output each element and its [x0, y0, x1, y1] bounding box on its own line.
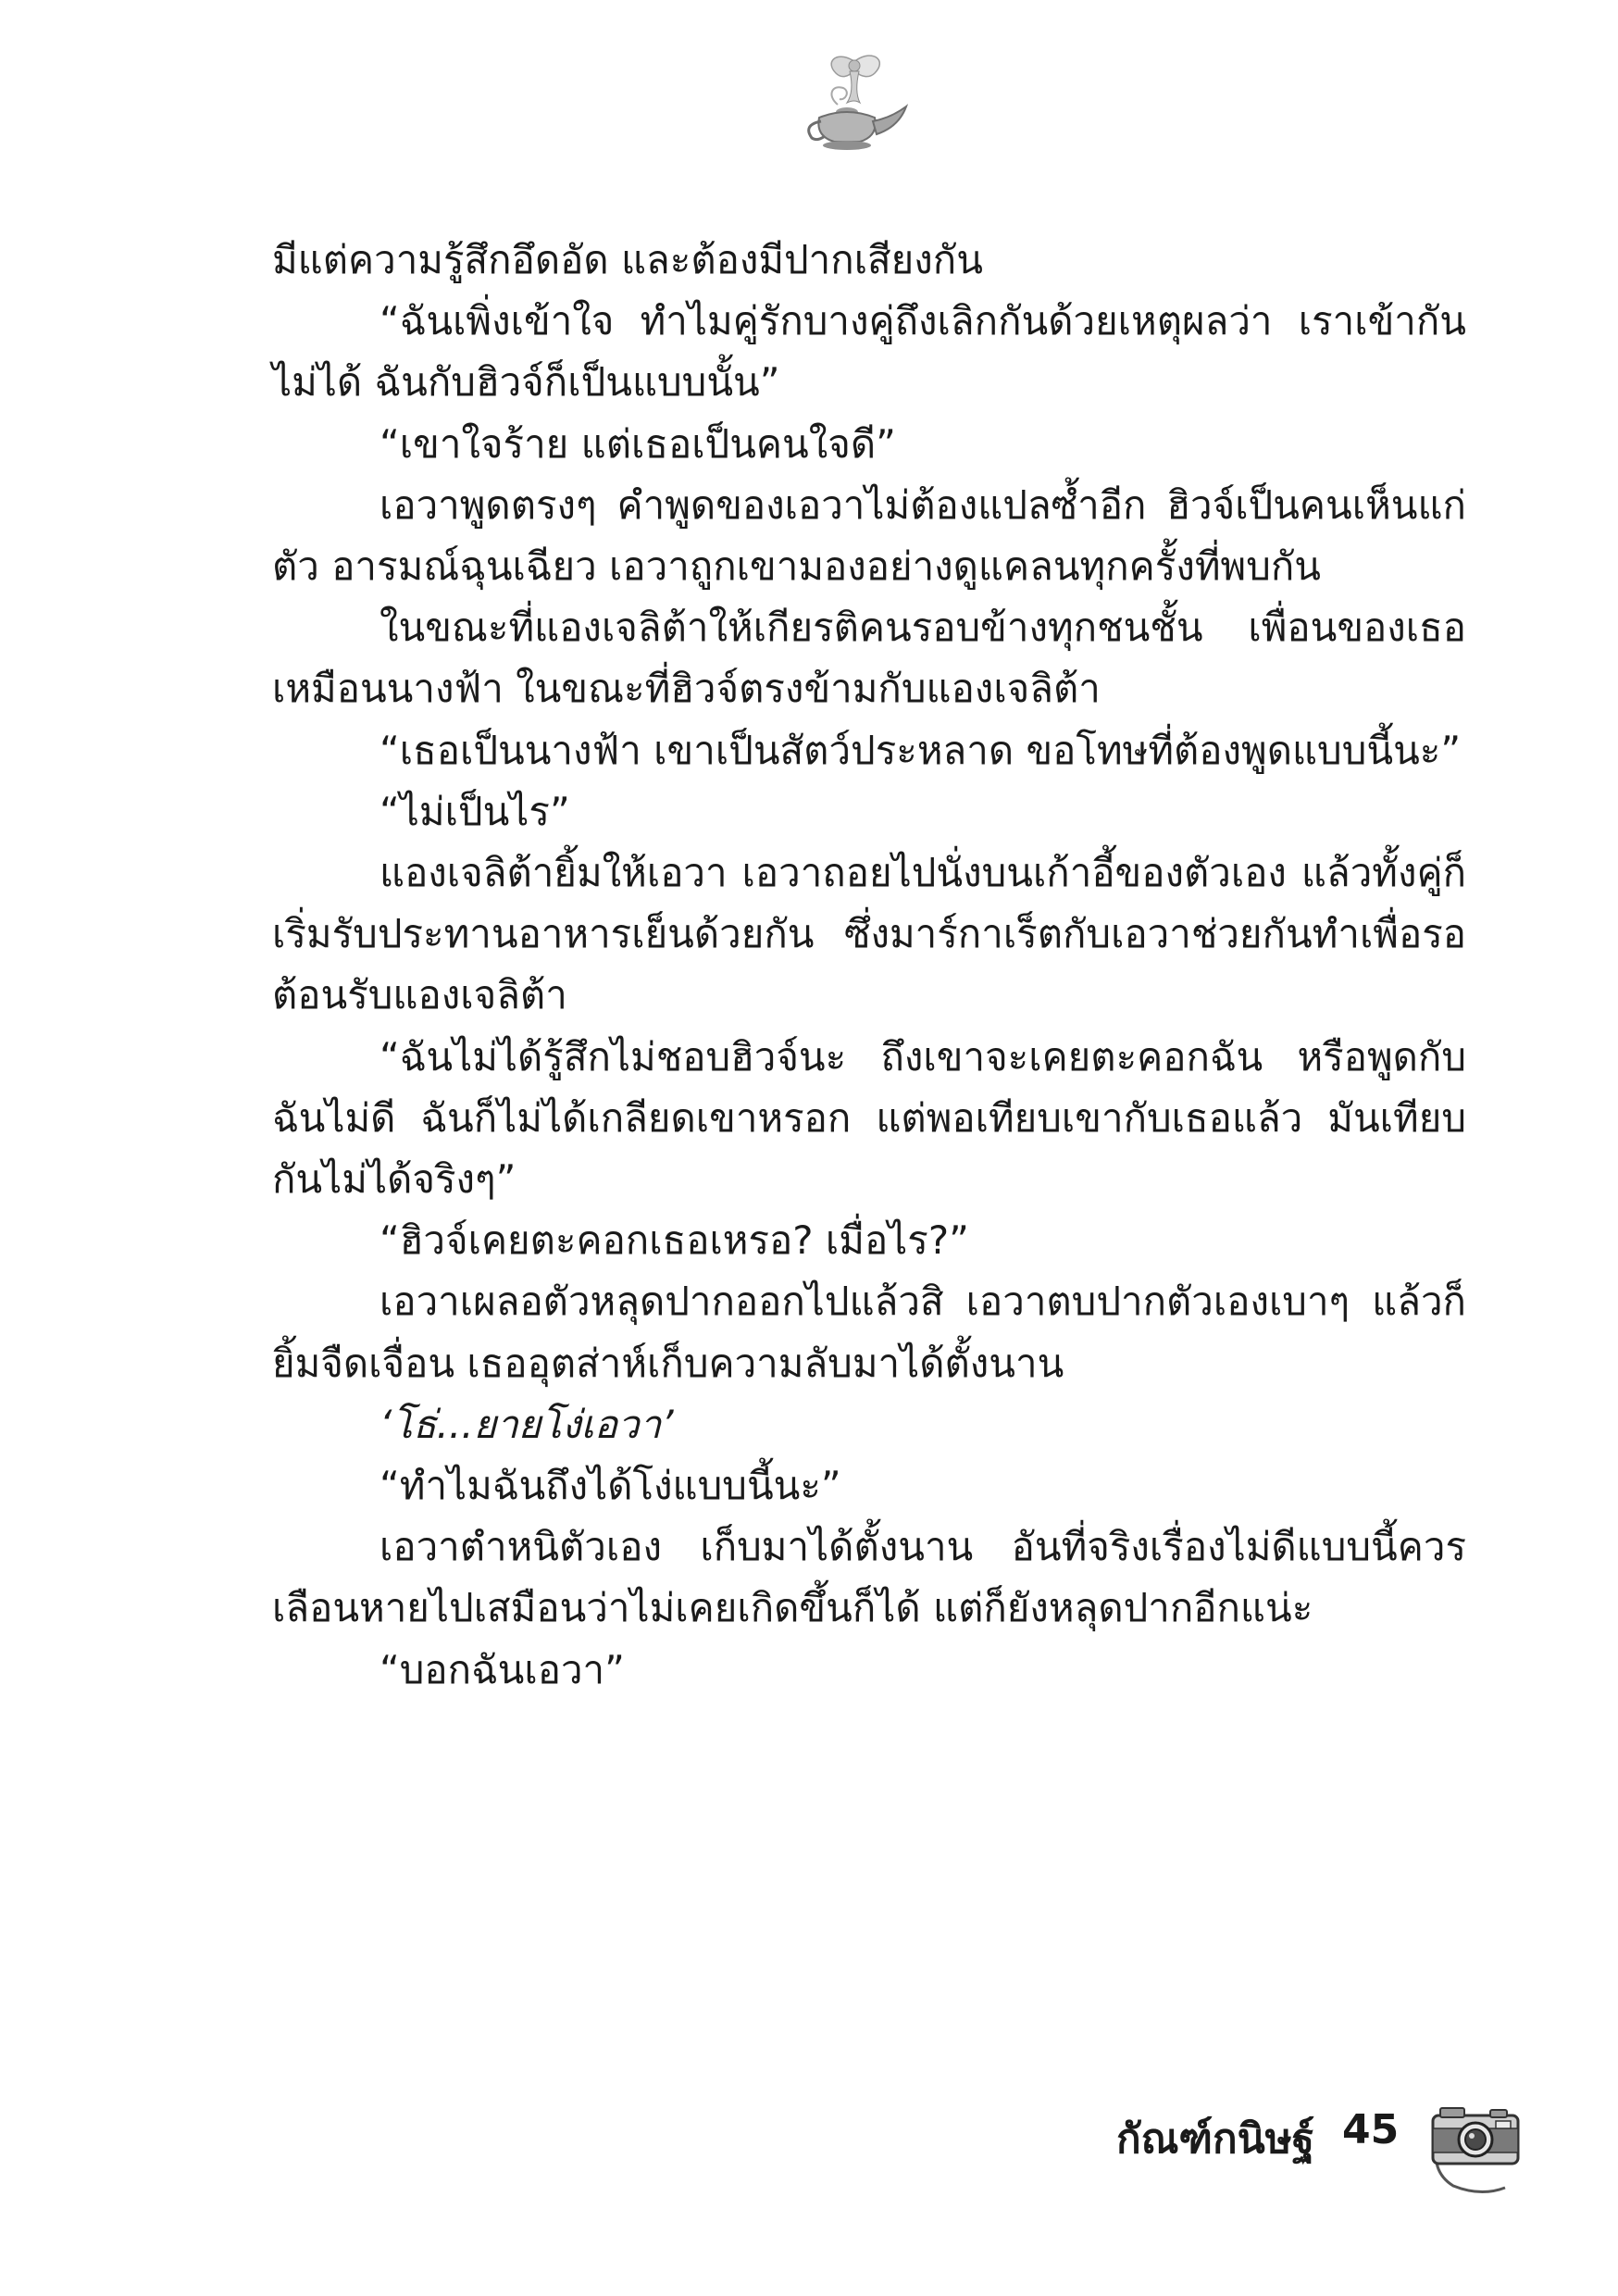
body-paragraph: แองเจลิต้ายิ้มให้เอวา เอวาถอยไปนั่งบนเก้าอี้ของตัวเอง แล้วทั้งคู่ก็เริ่มรับประทานอาหารเย็นด้วยกัน ซึ่งมาร์กาเร็ตกับเอวาช่วยกันทำเพื่อรอต้อนรับแองเจลิต้า — [272, 850, 1466, 1018]
body-paragraph: มีแต่ความรู้สึกอึดอัด และต้องมีปากเสียงกัน — [272, 237, 983, 282]
body-paragraph: “เขาใจร้าย แต่เธอเป็นคนใจดี” — [380, 420, 896, 467]
body-paragraph: “ทำไมฉันถึงได้โง่แบบนี้นะ” — [380, 1463, 841, 1509]
body-paragraph: “บอกฉันเอวา” — [380, 1646, 625, 1692]
body-paragraph: เอวาตำหนิตัวเอง เก็บมาได้ตั้งนาน อันที่จริงเรื่องไม่ดีแบบนี้ควรเลือนหายไปเสมือนว่าไม่เคยเกิดขึ้นก็ได้ แต่ก็ยังหลุดปากอีกแน่ะ — [272, 1524, 1466, 1631]
body-paragraph: เอวาพูดตรงๆ คำพูดของเอวาไม่ต้องแปลซ้ำอีก ฮิวจ์เป็นคนเห็นแก่ตัว อารมณ์ฉุนเฉียว เอวาถูกเขามองอย่างดูแคลนทุกครั้งที่พบกัน — [272, 481, 1466, 590]
body-paragraph: ‘โธ่...ยายโง่เอวา’ — [380, 1401, 674, 1447]
body-paragraph: “ไม่เป็นไร” — [380, 788, 570, 834]
body-paragraph: “ฮิวจ์เคยตะคอกเธอเหรอ? เมื่อไร?” — [380, 1217, 969, 1264]
camera-icon — [1425, 2097, 1527, 2199]
body-paragraph: “ฉันไม่ได้รู้สึกไม่ชอบฮิวจ์นะ ถึงเขาจะเคยตะคอกฉัน หรือพูดกับฉันไม่ดี ฉันก็ไม่ได้เกลียดเขาหรอก แต่พอเทียบเขากับเธอแล้ว มันเทียบกันไม่ได้จริงๆ” — [272, 1033, 1466, 1203]
body-text — [272, 230, 1466, 1701]
body-paragraph: “เธอเป็นนางฟ้า เขาเป็นสัตว์ประหลาด ขอโทษที่ต้องพูดแบบนี้นะ” — [380, 727, 1462, 773]
page-number: 45 — [1342, 2106, 1400, 2153]
body-paragraph: เอวาเผลอตัวหลุดปากออกไปแล้วสิ เอวาตบปากตัวเองเบาๆ แล้วก็ยิ้มจืดเจื่อน เธออุตส่าห์เก็บความลับมาได้ตั้งนาน — [272, 1279, 1466, 1386]
teapot-fairy-icon — [799, 51, 910, 157]
page-footer — [1018, 2097, 1481, 2199]
book-title: กัณฑ์กนิษฐ์ — [1116, 2115, 1314, 2163]
body-paragraph: “ฉันเพิ่งเข้าใจ ทำไมคู่รักบางคู่ถึงเลิกกันด้วยเหตุผลว่า เราเข้ากันไม่ได้ ฉันกับฮิวจ์ก็เป็นแบบนั้น” — [272, 298, 1466, 406]
body-paragraph: ในขณะที่แองเจลิต้าให้เกียรติคนรอบข้างทุกชนชั้น เพื่อนของเธอเหมือนนางฟ้า ในขณะที่ฮิวจ์ตรงข้ามกับแองเจลิต้า — [272, 605, 1466, 712]
